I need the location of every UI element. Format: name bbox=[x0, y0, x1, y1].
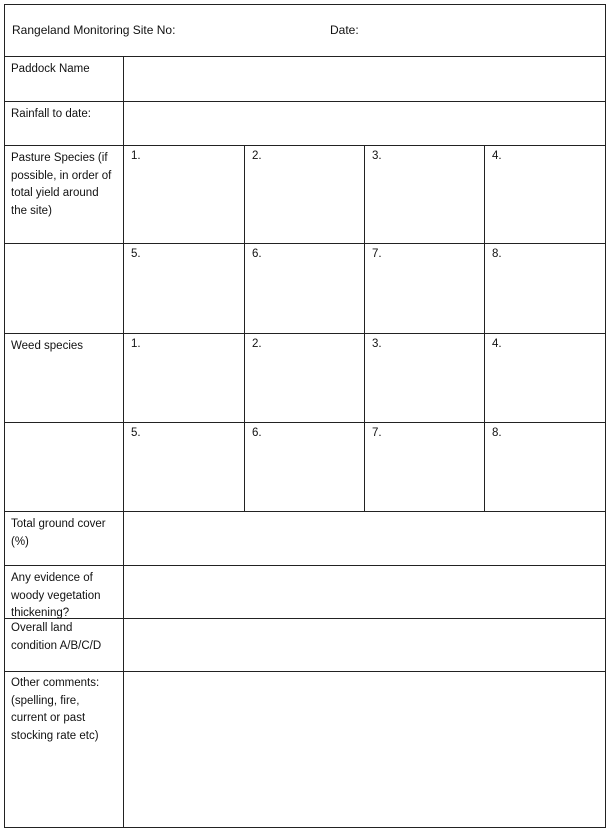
paddock-field[interactable] bbox=[124, 57, 605, 101]
weed-row-2 bbox=[5, 423, 605, 512]
pasture-cell-4[interactable]: 4. bbox=[492, 150, 502, 162]
ground-cover-row bbox=[5, 512, 605, 566]
pasture-cell-8[interactable]: 8. bbox=[492, 248, 502, 260]
pasture-cell-5[interactable]: 5. bbox=[124, 244, 245, 333]
rainfall-row bbox=[5, 102, 605, 146]
pasture-row-1 bbox=[5, 146, 605, 244]
land-condition-field[interactable] bbox=[124, 619, 605, 671]
weed-cell-1[interactable]: 1. bbox=[124, 334, 245, 422]
woody-vegetation-label: Any evidence of woody vegetation thickening? bbox=[5, 566, 124, 618]
monitoring-form bbox=[4, 4, 606, 828]
pasture-cell-7[interactable]: 7. bbox=[365, 244, 485, 333]
pasture-row-2 bbox=[5, 244, 605, 334]
comments-field[interactable] bbox=[124, 672, 605, 827]
pasture-cell-1[interactable]: 1. bbox=[124, 146, 245, 243]
ground-cover-label: Total ground cover (%) bbox=[5, 512, 124, 565]
paddock-label: Paddock Name bbox=[5, 57, 124, 101]
weed-cell-8[interactable]: 8. bbox=[492, 427, 502, 439]
comments-label: Other comments: (spelling, fire, current or past stocking rate etc) bbox=[5, 672, 124, 827]
comments-row bbox=[5, 672, 605, 827]
weed-cell-7[interactable]: 7. bbox=[365, 423, 485, 511]
weed-cell-2[interactable]: 2. bbox=[245, 334, 365, 422]
rainfall-field[interactable] bbox=[124, 102, 605, 145]
woody-vegetation-row bbox=[5, 566, 605, 619]
weed-cell-5[interactable]: 5. bbox=[124, 423, 245, 511]
weed-label: Weed species bbox=[5, 334, 124, 422]
pasture-cell-2[interactable]: 2. bbox=[245, 146, 365, 243]
weed-cell-6[interactable]: 6. bbox=[245, 423, 365, 511]
header-row bbox=[5, 5, 605, 57]
weed-cell-3[interactable]: 3. bbox=[365, 334, 485, 422]
rainfall-label: Rainfall to date: bbox=[5, 102, 124, 145]
ground-cover-field[interactable] bbox=[124, 512, 605, 565]
land-condition-row bbox=[5, 619, 605, 672]
site-number-label: Rangeland Monitoring Site No: bbox=[12, 23, 176, 37]
pasture-label: Pasture Species (if possible, in order of total yield around the site) bbox=[5, 146, 124, 243]
pasture-label-blank bbox=[5, 244, 124, 333]
pasture-cell-6[interactable]: 6. bbox=[245, 244, 365, 333]
weed-row-1 bbox=[5, 334, 605, 423]
date-label: Date: bbox=[330, 23, 359, 37]
weed-label-blank bbox=[5, 423, 124, 511]
land-condition-label: Overall land condition A/B/C/D bbox=[5, 619, 124, 671]
weed-cell-4[interactable]: 4. bbox=[492, 338, 502, 350]
paddock-row bbox=[5, 57, 605, 102]
pasture-cell-3[interactable]: 3. bbox=[365, 146, 485, 243]
woody-vegetation-field[interactable] bbox=[124, 566, 605, 618]
